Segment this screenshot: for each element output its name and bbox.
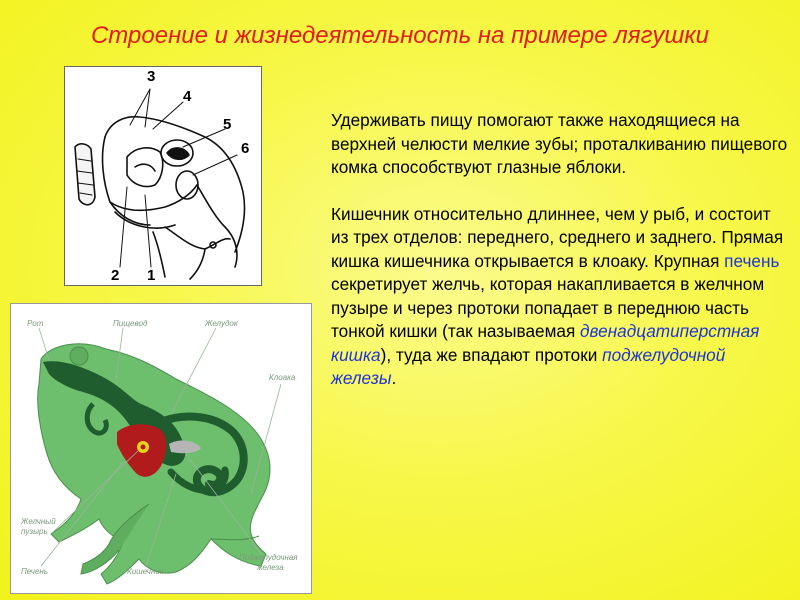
label-gallbladder-2: пузырь — [21, 527, 48, 536]
paragraph-teeth: Удерживать пищу помогают также находящиеся на верхней челюсти мелкие зубы; проталкиванию пищевого комка способствуют глазные яблоки. — [331, 110, 788, 177]
p2-part2: секретирует желчь, которая накапливается в желчном пузыре и через протоки попадает в переднюю часть тонкой кишки (так называемая — [331, 274, 765, 341]
term-pancreas: поджелудочной железы — [331, 344, 726, 388]
label-6: 6 — [241, 140, 250, 157]
label-liver: Печень — [21, 567, 48, 576]
label-stomach: Желудок — [205, 319, 238, 328]
frog-anatomy-diagram — [10, 303, 312, 594]
p2-end: . — [391, 368, 397, 388]
label-intestine: Кишечник — [127, 567, 164, 576]
label-esophagus: Пищевод — [113, 319, 148, 328]
label-4: 4 — [183, 88, 192, 105]
body-text — [331, 109, 791, 391]
term-duodenum: двенадцатиперстная кишка — [331, 321, 760, 365]
label-pancreas-2: железа — [257, 563, 284, 572]
frog-head-illustration — [64, 66, 262, 286]
label-pancreas-1: Поджелудочная — [239, 553, 298, 562]
label-2: 2 — [111, 267, 120, 284]
label-cloaca: Клоака — [269, 373, 296, 382]
label-5: 5 — [223, 116, 232, 133]
label-3: 3 — [147, 68, 156, 85]
term-liver: печень — [724, 250, 780, 271]
p2-part1: Кишечник относительно длиннее, чем у рыб, и состоит из трех отделов: переднего, среднего и заднего. Прямая кишка кишечника открывается в клоаку. Крупная — [331, 203, 784, 271]
label-gallbladder-1: Желчный — [21, 517, 56, 526]
label-1: 1 — [147, 267, 156, 284]
paragraph-intestine — [331, 203, 791, 391]
label-mouth: Рот — [27, 319, 44, 328]
slide-title: Строение и жизнедеятельность на примере лягушки — [90, 22, 710, 49]
p2-part3: ), туда же впадают протоки — [380, 344, 603, 365]
